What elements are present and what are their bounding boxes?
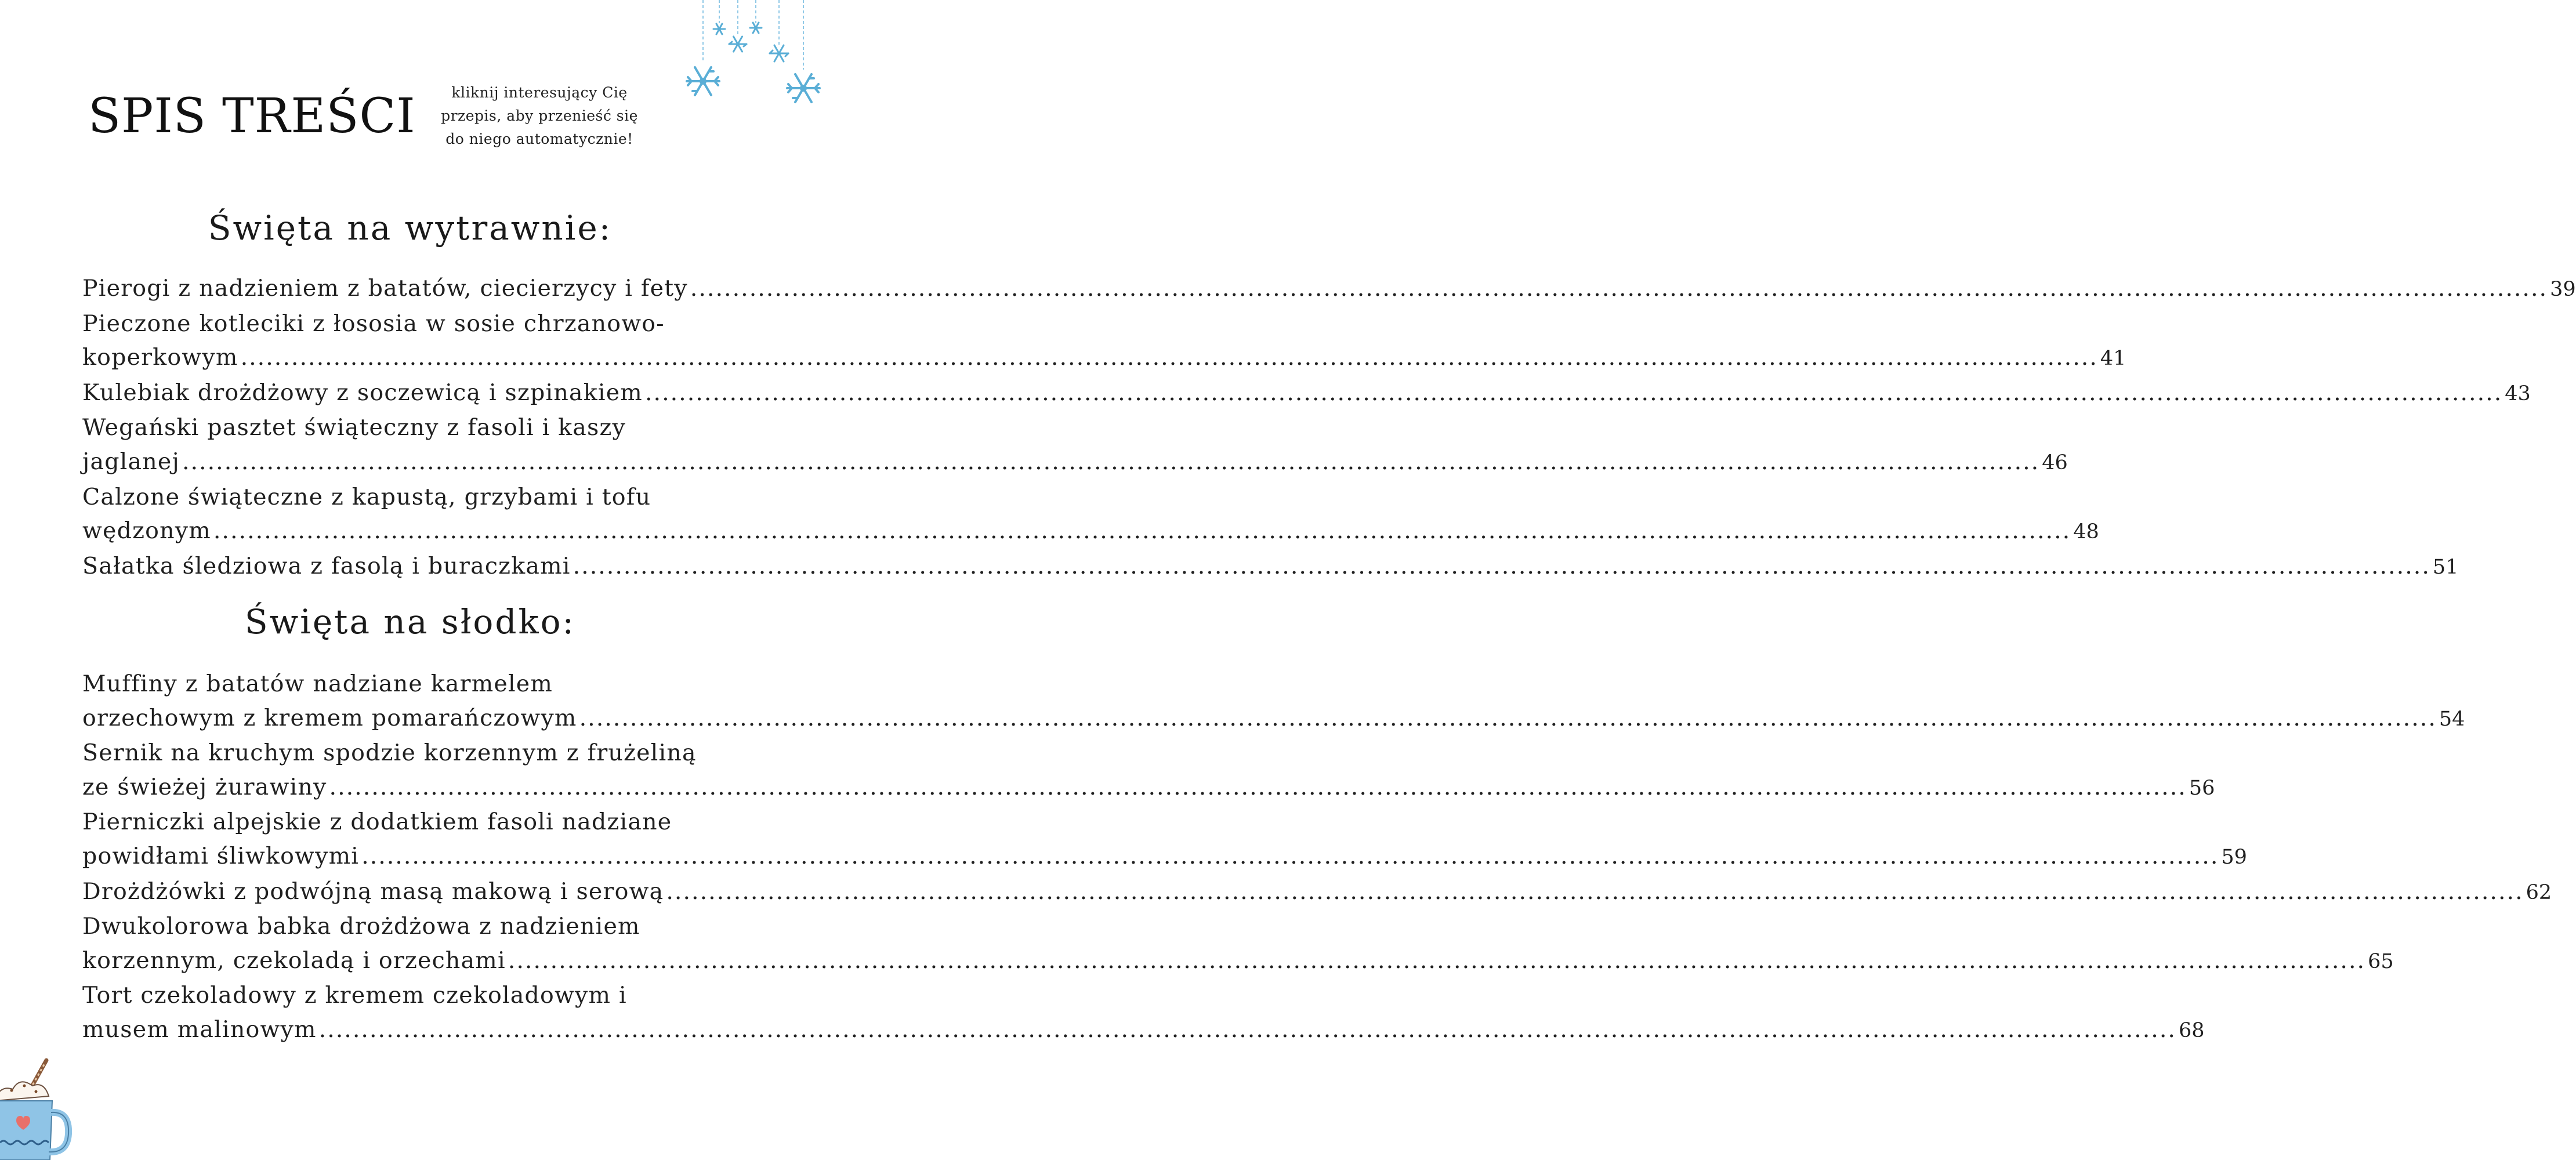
hint-line: kliknij interesujący Cię	[451, 84, 628, 101]
toc-page-number: 65	[2368, 949, 2394, 973]
toc-entry-link[interactable]	[82, 376, 2531, 411]
toc-entry-row	[82, 839, 2247, 875]
toc-dot-leader: ............................................................................................................................................................................................................................	[182, 448, 2040, 475]
toc-entry-title: orzechowym z kremem pomarańczowym	[82, 704, 577, 731]
hanging-snowflakes-decoration	[673, 0, 820, 116]
toc-dot-leader: ............................................................................................................................................................................................................................	[329, 773, 2187, 800]
toc-page-number: 46	[2042, 451, 2068, 474]
snowflake-icon	[770, 45, 788, 61]
toc-page-number: 48	[2073, 520, 2099, 544]
cocoa-mug-icon	[0, 1056, 75, 1160]
hint-line: przepis, aby przenieść się	[441, 107, 638, 124]
toc-page-number: 51	[2432, 555, 2459, 579]
section-title-sweet: Święta na słodko:	[244, 602, 576, 641]
toc-entry-link[interactable]	[82, 480, 2099, 549]
navigation-hint	[429, 81, 650, 151]
toc-entry-row	[82, 340, 2126, 376]
toc-entry-title-line: Pieczone kotleciki z łososia w sosie chrzanowo-	[82, 310, 665, 337]
toc-entry-row	[82, 445, 2068, 480]
toc-dot-leader: ............................................................................................................................................................................................................................	[508, 947, 2366, 974]
toc-dot-leader: ............................................................................................................................................................................................................................	[644, 379, 2503, 406]
page-title: SPIS TREŚCI	[88, 89, 416, 144]
snowflake-icon	[713, 24, 725, 34]
snowflake-icon	[787, 74, 820, 102]
toc-entry-row	[82, 549, 2459, 585]
toc-entry-row	[82, 271, 2576, 307]
toc-entry-link[interactable]	[82, 909, 2394, 978]
toc-entry-title-line: Pierniczki alpejskie z dodatkiem fasoli nadziane	[82, 809, 672, 836]
toc-dot-leader: ............................................................................................................................................................................................................................	[240, 344, 2098, 371]
toc-entry-title: wędzonym	[82, 517, 211, 545]
toc-entry-title-line: Calzone świąteczne z kapustą, grzybami i tofu	[82, 483, 651, 510]
toc-entry-link[interactable]	[82, 805, 2247, 874]
toc-entry-link[interactable]	[82, 307, 2126, 376]
toc-entry-row	[82, 944, 2394, 979]
toc-entry-title: jaglanej	[82, 448, 180, 475]
toc-entry-title: Kulebiak drożdżowy z soczewicą i szpinakiem	[82, 379, 643, 406]
toc-dot-leader: ............................................................................................................................................................................................................................	[361, 842, 2219, 869]
toc-dot-leader: ............................................................................................................................................................................................................................	[666, 878, 2524, 905]
toc-entry-link[interactable]	[82, 736, 2215, 805]
toc-entry-title: powidłami śliwkowymi	[82, 842, 360, 869]
toc-entry-row	[82, 376, 2531, 411]
toc-entry-link[interactable]	[82, 667, 2465, 736]
toc-entry-row	[82, 514, 2099, 549]
toc-page-number: 41	[2100, 347, 2126, 371]
toc-entry-link[interactable]	[82, 271, 2576, 307]
section-title-savory: Święta na wytrawnie:	[208, 208, 613, 248]
toc-dot-leader: ............................................................................................................................................................................................................................	[573, 552, 2430, 579]
toc-list-sweet	[82, 667, 2552, 1048]
toc-entry-row	[82, 1013, 2205, 1048]
toc-entry-title: musem malinowym	[82, 1016, 317, 1043]
toc-dot-leader: ............................................................................................................................................................................................................................	[690, 275, 2548, 302]
toc-page-number: 43	[2505, 382, 2531, 405]
toc-entry-row	[82, 701, 2465, 737]
toc-entry-title: Sałatka śledziowa z fasolą i buraczkami	[82, 552, 571, 579]
hint-line: do niego automatycznie!	[445, 130, 633, 147]
toc-dot-leader: ............................................................................................................................................................................................................................	[579, 704, 2437, 731]
toc-entry-link[interactable]	[82, 978, 2205, 1047]
snowflake-icon	[729, 37, 747, 52]
toc-entry-title-line: Sernik na kruchym spodzie korzennym z frużeliną	[82, 740, 697, 767]
toc-dot-leader: ............................................................................................................................................................................................................................	[213, 517, 2071, 545]
toc-entry-title: korzennym, czekoladą i orzechami	[82, 947, 506, 974]
toc-dot-leader: ............................................................................................................................................................................................................................	[318, 1016, 2176, 1043]
toc-page-number: 62	[2526, 880, 2552, 904]
toc-entry-link[interactable]	[82, 549, 2459, 585]
toc-page-number: 68	[2178, 1018, 2205, 1042]
toc-page-number: 54	[2439, 707, 2465, 731]
toc-page-number: 39	[2550, 278, 2576, 301]
toc-entry-title: ze świeżej żurawiny	[82, 773, 327, 800]
toc-entry-title-line: Muffiny z batatów nadziane karmelem	[82, 670, 553, 697]
toc-list-savory	[82, 271, 2576, 584]
toc-entry-title-line: Wegański pasztet świąteczny z fasoli i kaszy	[82, 414, 626, 441]
toc-page-number: 56	[2189, 776, 2215, 800]
toc-entry-title: koperkowym	[82, 344, 238, 371]
toc-entry-row	[82, 875, 2552, 910]
toc-entry-title-line: Tort czekoladowy z kremem czekoladowym i	[82, 982, 627, 1009]
toc-entry-row	[82, 770, 2215, 806]
toc-entry-title: Pierogi z nadzieniem z batatów, ciecierzycy i fety	[82, 275, 688, 302]
toc-entry-title-line: Dwukolorowa babka drożdżowa z nadzieniem	[82, 913, 640, 940]
toc-entry-title: Drożdżówki z podwójną masą makową i serową	[82, 878, 664, 905]
snowflake-icon	[687, 67, 719, 95]
toc-entry-link[interactable]	[82, 411, 2068, 480]
snowflake-icon	[750, 23, 762, 33]
toc-entry-link[interactable]	[82, 875, 2552, 910]
toc-page-number: 59	[2221, 845, 2247, 869]
